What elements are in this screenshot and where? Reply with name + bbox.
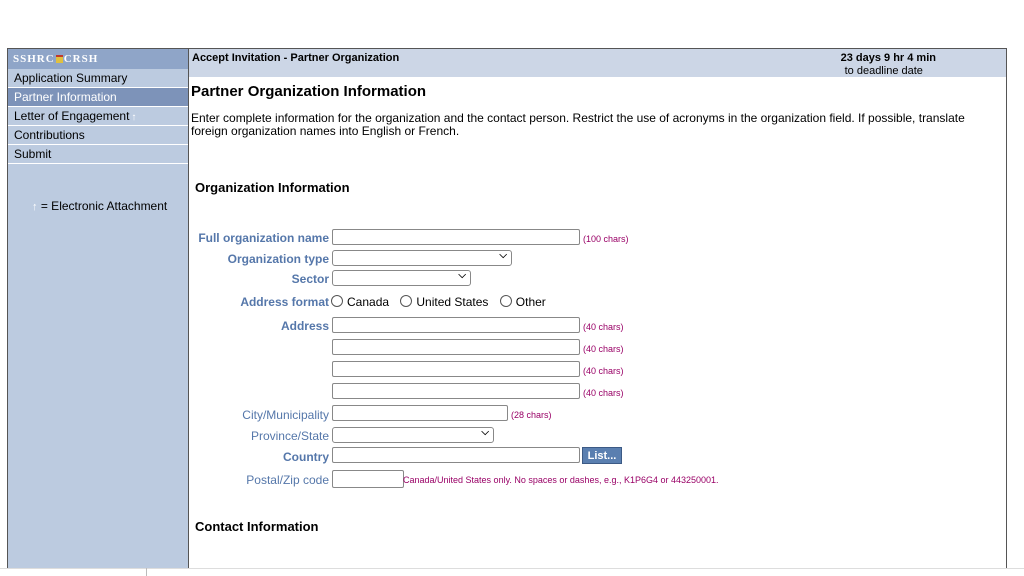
postal-hint: Canada/United States only. No spaces or dashes, e.g., K1P6G4 or 443250001. [403,475,719,485]
radio-canada-label: Canada [347,295,390,309]
up-arrow-icon: ↑ [32,201,38,213]
contact-section-title: Contact Information [195,519,319,534]
main-content [189,77,1006,569]
address-line-4-input[interactable] [332,383,580,399]
country-input[interactable] [332,447,580,463]
flag-icon [56,55,63,63]
full-org-name-hint: (100 chars) [583,234,629,244]
sector-label: Sector [291,272,329,286]
deadline-days: 23 days 9 hr 4 min [840,52,936,64]
sidebar-item-label: Application Summary [14,71,128,85]
deadline-sub: to deadline date [844,65,923,77]
radio-canada[interactable] [331,295,343,307]
chevron-down-icon: ⌵ [458,270,466,281]
address-format-label: Address format [240,295,329,309]
city-hint: (28 chars) [511,410,552,420]
country-list-button[interactable]: List... [582,447,622,464]
sidebar-item-contributions[interactable] [8,126,188,145]
divider [0,568,1024,569]
org-type-select[interactable] [332,250,512,266]
sidebar-item-letter-of-engagement[interactable] [8,107,188,126]
sidebar-item-label: Letter of Engagement [14,109,130,123]
sidebar-item-application-summary[interactable] [8,69,188,88]
address-line-3-input[interactable] [332,361,580,377]
address-line-2-hint: (40 chars) [583,344,624,354]
legend-text: = Electronic Attachment [40,199,168,213]
sector-select[interactable] [332,270,471,286]
province-label: Province/State [250,429,329,443]
sidebar-item-submit[interactable] [8,145,188,164]
sidebar [8,49,189,569]
header-bar [189,49,1006,77]
page-title: Partner Organization Information [191,83,427,100]
brand-left: SSHRC [13,53,55,65]
province-select[interactable] [332,427,494,443]
brand-logo [8,49,188,69]
city-input[interactable] [332,405,508,421]
divider-tick [146,568,147,576]
full-org-name-label: Full organization name [198,231,329,245]
brand-right: CRSH [63,53,99,65]
deadline-countdown [841,52,936,78]
city-label: City/Municipality [242,408,329,422]
full-org-name-input[interactable] [332,229,580,245]
address-line-4-hint: (40 chars) [583,388,624,398]
address-line-1-hint: (40 chars) [583,322,624,332]
sidebar-item-label: Contributions [14,128,85,142]
org-type-label: Organization type [227,252,329,266]
attachment-legend [32,199,167,213]
address-line-3-hint: (40 chars) [583,366,624,376]
intro-text: Enter complete information for the organization and the contact person. Restrict the use of acronyms in the organization field. If possible, translate foreign organization names into English or French. [191,111,965,138]
page-header-title: Accept Invitation - Partner Organization [192,52,400,64]
address-line-1-input[interactable] [332,317,580,333]
address-label: Address [280,319,329,333]
radio-other-label: Other [515,295,546,309]
address-format-radio-group [331,295,554,309]
app-frame [7,48,1007,569]
chevron-down-icon: ⌵ [481,427,489,438]
sidebar-item-partner-information[interactable] [8,88,188,107]
postal-input[interactable] [332,470,404,488]
sidebar-item-label: Submit [14,147,52,161]
postal-label: Postal/Zip code [246,473,329,487]
address-line-2-input[interactable] [332,339,580,355]
org-section-title: Organization Information [195,180,350,195]
radio-other[interactable] [500,295,512,307]
radio-united-states-label: United States [416,295,489,309]
chevron-down-icon: ⌵ [499,250,507,261]
up-arrow-icon: ↑ [131,112,137,123]
sidebar-item-label: Partner Information [14,90,117,104]
country-label: Country [283,450,329,464]
radio-united-states[interactable] [400,295,412,307]
